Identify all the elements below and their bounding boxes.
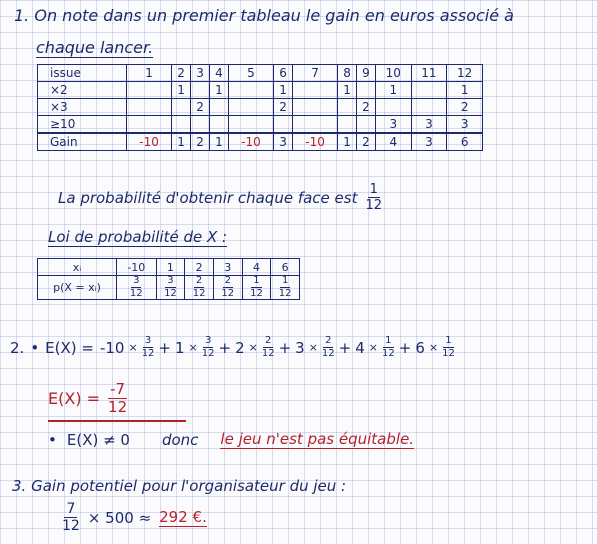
expectation-result [48, 382, 127, 415]
gain-cell: -10 [292, 133, 337, 151]
gain-label: Gain [38, 133, 127, 151]
gain-table-row [38, 116, 483, 134]
gain-table-row [38, 82, 483, 99]
term-fraction: $\frac{1}{12}$ [382, 335, 395, 359]
expectation-expression [100, 336, 455, 359]
probability-cell [242, 276, 271, 300]
q3-text: 3. Gain potentiel pour l'organisateur du jeu : [12, 477, 347, 495]
issue-cell: 8 [338, 65, 357, 82]
probability-cell [117, 276, 157, 300]
table-cell [292, 99, 337, 116]
xi-cell: 2 [185, 259, 214, 276]
gain-cell: 6 [447, 133, 483, 151]
gain-table [37, 64, 483, 151]
xi-cell: 6 [271, 259, 300, 276]
table-cell [411, 82, 447, 99]
plus-sign: + [218, 338, 232, 357]
table-cell [411, 99, 447, 116]
table-cell [228, 82, 273, 99]
probability-cell [156, 276, 185, 300]
table-cell: 1 [375, 82, 411, 99]
table-cell: 3 [447, 116, 483, 134]
p-label: p(X = xᵢ) [38, 276, 117, 300]
issue-cell: 11 [411, 65, 447, 82]
gain-cell: 4 [375, 133, 411, 151]
probability-law-values-row [38, 259, 300, 276]
loi-title: Loi de probabilité de X : [48, 228, 228, 246]
table-cell [357, 82, 376, 99]
result-underline [48, 420, 186, 422]
gain-cell: 1 [172, 133, 191, 151]
proba-statement [58, 183, 382, 212]
issue-cell: 4 [209, 65, 228, 82]
probability-cell [185, 276, 214, 300]
table-cell [228, 116, 273, 134]
table-cell: 1 [447, 82, 483, 99]
gain-cell: 2 [191, 133, 210, 151]
table-cell [191, 82, 210, 99]
table-cell [127, 82, 172, 99]
issue-cell: 1 [127, 65, 172, 82]
times-sign: × [368, 341, 378, 354]
plus-sign: + [158, 338, 171, 357]
bullet: • [48, 430, 57, 449]
table-cell: 1 [209, 82, 228, 99]
table-cell [127, 116, 172, 134]
gain-table-row [38, 99, 483, 116]
table-cell [209, 116, 228, 134]
row-label: ×3 [38, 99, 127, 116]
donc-word: donc [161, 430, 199, 449]
table-cell: 2 [447, 99, 483, 116]
probability-fraction: $\frac{1}{12}$ [250, 275, 263, 299]
proba-text: La probabilité d'obtenir chaque face est [58, 188, 358, 207]
table-cell: 1 [172, 82, 191, 99]
term-fraction: $\frac{3}{12}$ [141, 335, 155, 359]
table-cell [338, 116, 357, 134]
probability-law-table [37, 258, 300, 300]
probability-fraction: $\frac{3}{12}$ [164, 275, 177, 299]
term-fraction: $\frac{1}{12}$ [442, 335, 455, 359]
plus-sign: + [398, 338, 412, 357]
issue-cell: 2 [172, 65, 191, 82]
gain-cell: 3 [274, 133, 293, 151]
probability-cell [213, 276, 242, 300]
times-sign: × [128, 341, 138, 354]
xi-cell: 4 [242, 259, 271, 276]
gain-cell: 2 [357, 133, 376, 151]
q3-computation [62, 502, 207, 533]
result-fraction: $\frac{-7}{12}$ [108, 380, 128, 416]
table-cell [274, 116, 293, 134]
expectation-nonzero: E(X) ≠ 0 [66, 430, 130, 449]
times-sign: × [188, 341, 198, 354]
equity-conclusion [48, 430, 414, 449]
issue-cell: 7 [292, 65, 337, 82]
table-cell: 2 [274, 99, 293, 116]
table-cell [338, 99, 357, 116]
expectation-lhs: E(X) = [45, 338, 94, 357]
q3-result: 292 €. [159, 508, 207, 526]
table-cell: 1 [274, 82, 293, 99]
gain-cell: -10 [228, 133, 273, 151]
table-cell [292, 82, 337, 99]
q2-number: 2. [10, 338, 25, 357]
probability-cell [271, 276, 300, 300]
issue-header: issue [38, 65, 127, 82]
expectation-line [10, 336, 455, 359]
term-fraction: $\frac{2}{12}$ [261, 335, 275, 359]
table-cell [292, 116, 337, 134]
table-cell [228, 99, 273, 116]
q3-multiplication: × 500 ≈ [87, 508, 152, 527]
table-cell [209, 99, 228, 116]
gain-cell: 1 [338, 133, 357, 151]
proba-fraction: $\frac{1}{12}$ [365, 182, 383, 213]
probability-fraction: $\frac{2}{12}$ [192, 275, 206, 299]
issue-cell: 6 [274, 65, 293, 82]
gain-table-gain-row [38, 133, 483, 151]
issue-cell: 12 [447, 65, 483, 82]
coefficient: 2 [235, 338, 245, 357]
plus-sign: + [278, 338, 292, 357]
q1-line-1: 1. On note dans un premier tableau le gain en euros associé à [14, 6, 514, 25]
probability-fraction: $\frac{1}{12}$ [278, 275, 292, 299]
issue-cell: 9 [357, 65, 376, 82]
probability-fraction: $\frac{2}{12}$ [221, 275, 235, 299]
times-sign: × [308, 341, 318, 354]
probability-law-probabilities-row [38, 276, 300, 300]
gain-table-header [38, 65, 483, 82]
table-cell: 2 [191, 99, 210, 116]
plus-sign: + [338, 338, 352, 357]
xi-cell: 3 [213, 259, 242, 276]
table-cell: 1 [338, 82, 357, 99]
term-fraction: $\frac{2}{12}$ [321, 335, 335, 359]
row-label: ×2 [38, 82, 127, 99]
table-cell [375, 99, 411, 116]
gain-cell: 3 [411, 133, 447, 151]
q1-line-2: chaque lancer. [36, 38, 154, 57]
issue-cell: 10 [375, 65, 411, 82]
table-cell: 3 [375, 116, 411, 134]
xi-cell: -10 [117, 259, 157, 276]
table-cell: 2 [357, 99, 376, 116]
conclusion-text: le jeu n'est pas équitable. [220, 430, 415, 448]
table-cell [127, 99, 172, 116]
coefficient: 6 [415, 338, 425, 357]
table-cell [191, 116, 210, 134]
times-sign: × [248, 341, 258, 354]
times-sign: × [428, 341, 439, 354]
table-cell: 3 [411, 116, 447, 134]
xi-cell: 1 [156, 259, 185, 276]
row-label: ≥10 [38, 116, 127, 134]
coefficient: 1 [175, 338, 185, 357]
table-cell [172, 116, 191, 134]
issue-cell: 5 [228, 65, 273, 82]
gain-cell: 1 [209, 133, 228, 151]
xi-label: xᵢ [38, 259, 117, 276]
table-cell [172, 99, 191, 116]
q3-fraction: $\frac{7}{12}$ [62, 501, 80, 534]
gain-cell: -10 [127, 133, 172, 151]
bullet: • [30, 338, 40, 357]
probability-fraction: $\frac{3}{12}$ [129, 275, 143, 299]
result-lhs: E(X) = [48, 389, 101, 408]
table-cell [357, 116, 376, 134]
term-fraction: $\frac{3}{12}$ [201, 335, 215, 359]
coefficient: -10 [99, 338, 125, 357]
issue-cell: 3 [191, 65, 210, 82]
coefficient: 3 [295, 338, 305, 357]
coefficient: 4 [355, 338, 365, 357]
